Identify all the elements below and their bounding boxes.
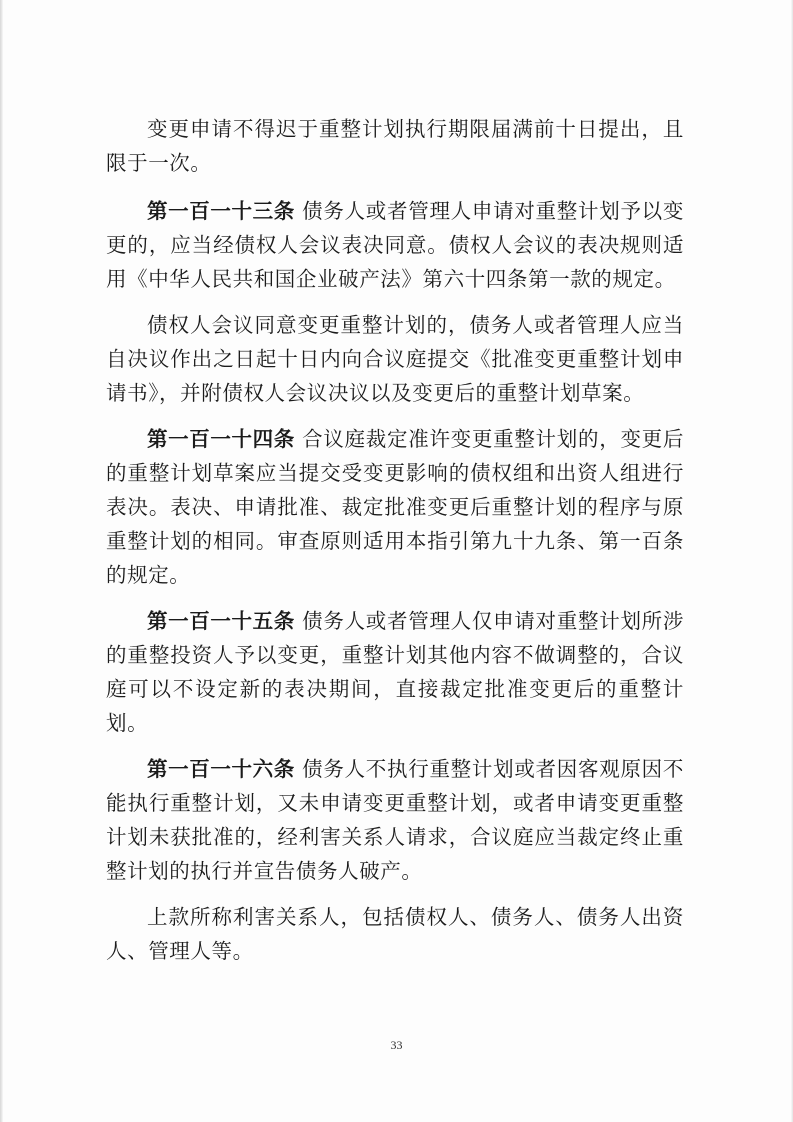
article-heading: 第一百一十三条: [147, 199, 295, 223]
paragraph-text: 变更申请不得迟于重整计划执行期限届满前十日提出，且限于一次。: [106, 117, 684, 175]
paragraph-text: 债权人会议同意变更重整计划的，债务人或者管理人应当自决议作出之日起十日内向合议庭提交《批准变更重整计划申请书》，并附债权人会议决议以及变更后的重整计划草案。: [106, 313, 684, 405]
article-paragraph: [106, 422, 684, 592]
paragraph-text: 债务人不执行重整计划或者因客观原因不能执行重整计划，又未申请变更重整计划，或者申请变更重整计划未获批准的，经利害关系人请求，合议庭应当裁定终止重整计划的执行并宣告债务人破产。: [106, 757, 684, 883]
article-paragraph: [106, 752, 684, 888]
paragraph-text: 上款所称利害关系人，包括债权人、债务人、债务人出资人、管理人等。: [106, 905, 684, 963]
document-body: [106, 112, 684, 980]
paragraph-text: 合议庭裁定准许变更重整计划的，变更后的重整计划草案应当提交受变更影响的债权组和出资人组进行表决。表决、申请批准、裁定批准变更后重整计划的程序与原重整计划的相同。审查原则适用本指引第九十九条、第一百条的规定。: [106, 427, 684, 587]
paragraph: [106, 308, 684, 410]
article-paragraph: [106, 604, 684, 740]
scan-left-edge: [0, 0, 3, 1122]
paragraph: [106, 112, 684, 180]
article-heading: 第一百一十六条: [147, 757, 295, 781]
article-paragraph: [106, 194, 684, 296]
paragraph-text: 债务人或者管理人申请对重整计划予以变更的，应当经债权人会议表决同意。债权人会议的表决规则适用《中华人民共和国企业破产法》第六十四条第一款的规定。: [106, 199, 684, 291]
page-number: 33: [390, 1038, 403, 1052]
article-heading: 第一百一十五条: [147, 609, 295, 633]
paragraph: [106, 900, 684, 968]
paragraph-text: 债务人或者管理人仅申请对重整计划所涉的重整投资人予以变更，重整计划其他内容不做调整的，合议庭可以不设定新的表决期间，直接裁定批准变更后的重整计划。: [106, 609, 684, 735]
article-heading: 第一百一十四条: [147, 427, 295, 451]
